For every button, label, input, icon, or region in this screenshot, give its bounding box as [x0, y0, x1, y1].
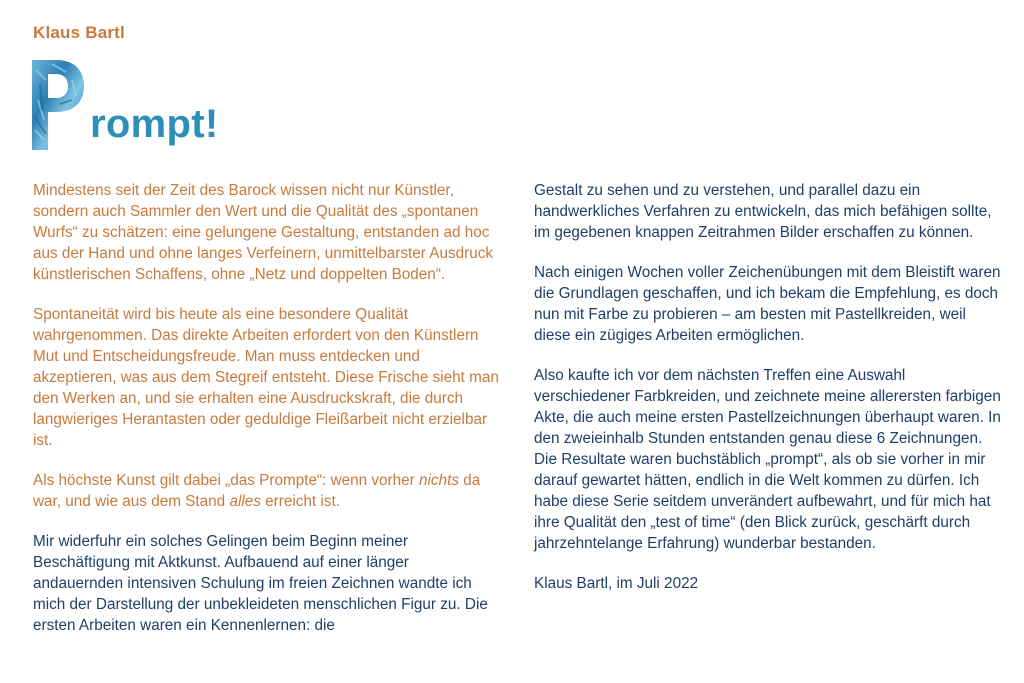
- title-initial-p-artwork: [32, 60, 84, 150]
- title-text: rompt!: [90, 102, 219, 146]
- page-title: [32, 60, 292, 160]
- paragraph-pastels: Nach einigen Wochen voller Zeichenübungen mit dem Bleistift waren die Grundlagen geschaffen, und ich bekam die Empfehlung, es doch nun mit Farbe zu probieren – am besten mit Pastellkreiden, weil diese ein zügiges Arbeiten ermöglichen.: [534, 264, 1001, 344]
- paragraph-first-works: Also kaufte ich vor dem nächsten Treffen eine Auswahl verschiedener Farbkreiden, und zeichnete meine allerersten farbigen Akte, die auch meine ersten Pastellzeichnungen überhaupt waren. In den zweieinhalb Stunden entstanden genau diese 6 Zeichnungen. Die Resultate waren buchstäblich „prompt“, als ob sie vorher in mir darauf gewartet hätten, endlich in die Welt kommen zu dürfen. Ich habe diese Serie seitdem unverändert aufbewahrt, und für mich hat ihre Qualität den „test of time“ (den Blick zurück, geschärft durch jahrzehntelange Erfahrung) wunderbar bestanden.: [534, 367, 1001, 552]
- signoff: Klaus Bartl, im Juli 2022: [534, 575, 699, 592]
- paragraph-intro: Mindestens seit der Zeit des Barock wissen nicht nur Künstler, sondern auch Sammler den Wert und die Qualität des „spontanen Wurfs“ zu schätzen: eine gelungene Gestaltung, entstanden ad hoc aus der Hand und ohne langes Verfeinern, unmittelbarster Ausdruck künstlerischen Schaffens, ohne „Netz und doppelten Boden“.: [33, 182, 494, 283]
- author-name: Klaus Bartl: [33, 23, 125, 42]
- right-column: [534, 180, 1004, 613]
- paragraph-prompt-art: Als höchste Kunst gilt dabei „das Prompte“: wenn vorher nichts da war, und wie aus dem Stand alles erreicht ist.: [33, 472, 481, 510]
- paragraph-spontaneity: Spontaneität wird bis heute als eine besondere Qualität wahrgenommen. Das direkte Arbeiten erfordert von den Künstlern Mut und Entscheidungsfreude. Man muss entdecken und akzeptieren, was aus dem Stegreif entsteht. Diese Frische sieht man den Werken an, und sie erhalten eine Ausdruckskraft, die durch langwieriges Herantasten oder geduldige Fleißarbeit nicht erzielbar ist.: [33, 306, 499, 449]
- paragraph-experience: Mir widerfuhr ein solches Gelingen beim Beginn meiner Beschäftigung mit Aktkunst. Aufbauend auf einer länger andauernden intensiven Schulung im freien Zeichnen wandte ich mich der Darstellung der unbekleideten menschlichen Figur zu. Die ersten Arbeiten waren ein Kennenlernen: die: [33, 533, 488, 634]
- left-column: [33, 180, 503, 655]
- paragraph-method: Gestalt zu sehen und zu verstehen, und parallel dazu ein handwerkliches Verfahren zu entwickeln, das mich befähigen sollte, im gegebenen knappen Zeitrahmen Bilder erschaffen zu können.: [534, 182, 992, 241]
